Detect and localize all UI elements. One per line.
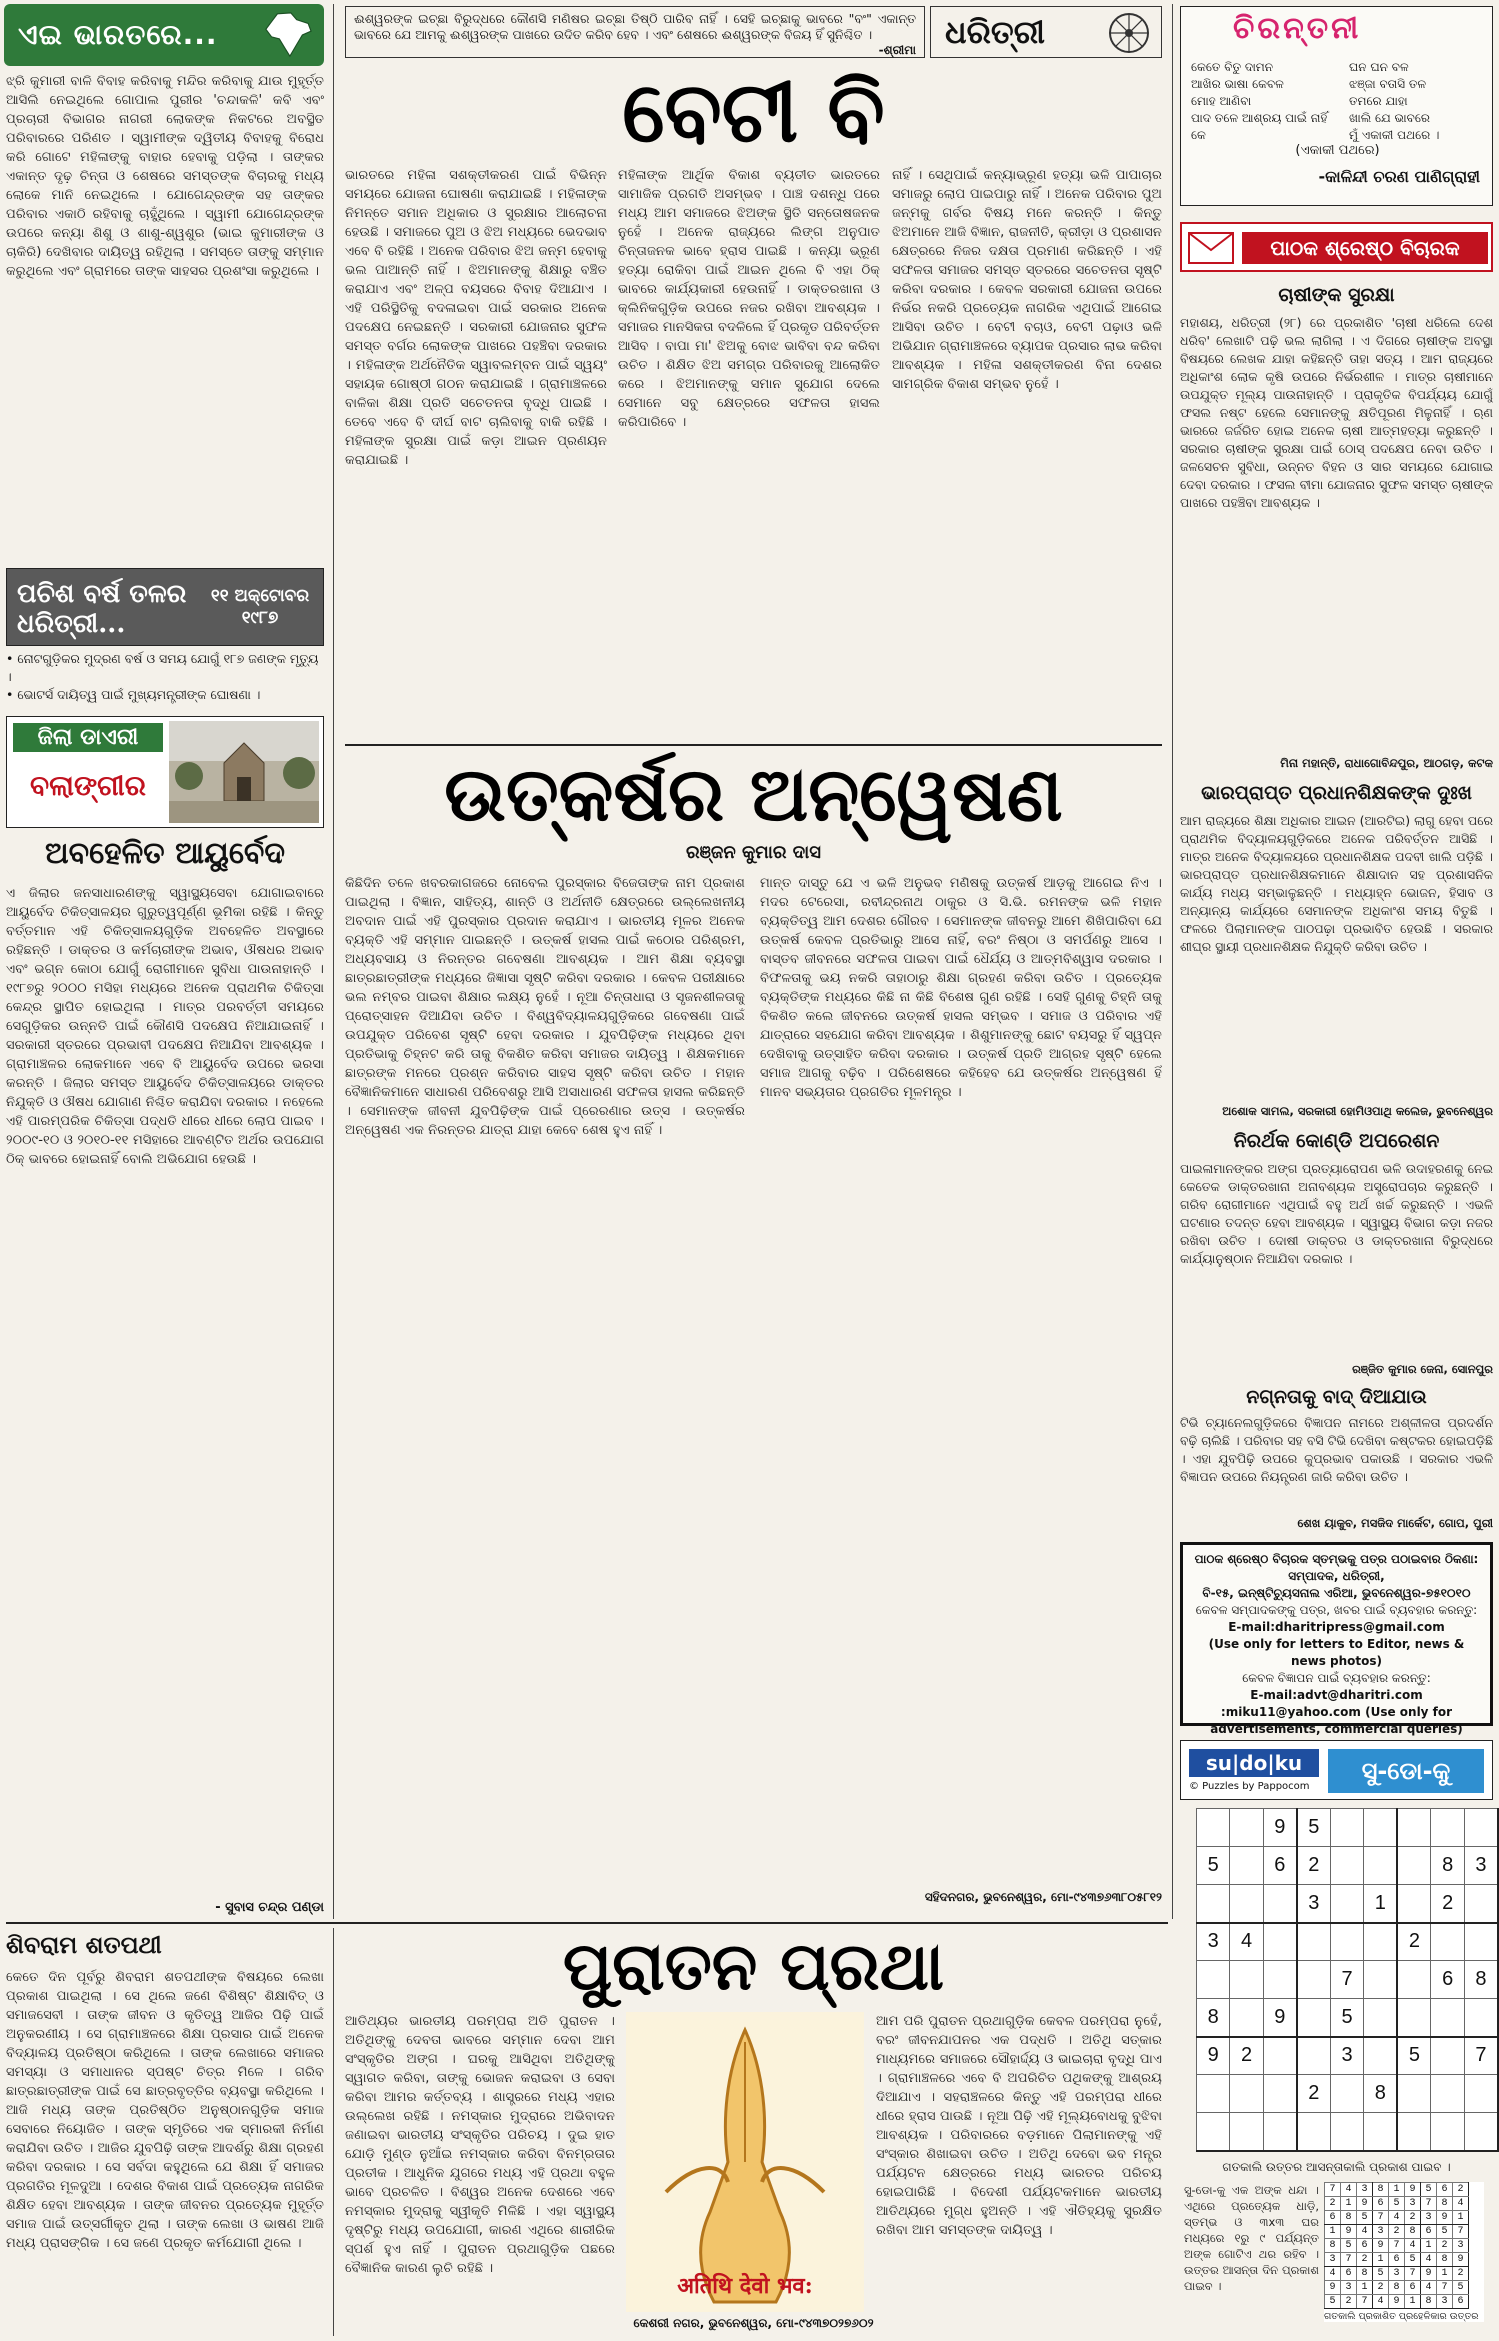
kidney-body: ପାଇଳାମାନଙ୍କର ଅଙ୍ଗ ପ୍ରତ୍ୟାରୋପଣ ଭଳି ଉଦାହରଣକୁ ନେଇ କେତେକ ଡାକ୍ତରଖାନା ଅନାବଶ୍ୟକ ଅସ୍ତ୍ରୋପଚାର କରୁଛନ୍ତି । ଗରିବ ରୋଗୀମାନେ ଏଥିପାଇଁ ବହୁ ଅର୍ଥ ଖର୍ଚ୍ଚ କରୁଛନ୍ତି । ଏଭଳି ଘଟଣାର ତଦନ୍ତ ହେବା ଆବଶ୍ୟକ । ସ୍ୱାସ୍ଥ୍ୟ ବିଭାଗ କଡ଼ା ନଜର ରଖିବା ଉଚିତ । ଦୋଷୀ ଡାକ୍ତର ଓ ଡାକ୍ତରଖାନା ବିରୁଦ୍ଧରେ କାର୍ଯ୍ୟାନୁଷ୍ଠାନ ନିଆଯିବା ଦରକାର । <box>1180 1161 1493 1266</box>
india-map-icon <box>258 10 316 60</box>
contact-line-3: ବି-୧୫, ଇନ୍‌ଷ୍ଟିଚ୍ୟୁସନାଲ ଏରିଆ, ଭୁବନେଶ୍ୱର-୭୫୧୦୧୦ <box>1202 1586 1471 1600</box>
solution-cell: 2 <box>1389 2225 1405 2239</box>
solution-cell: 1 <box>1357 2281 1373 2295</box>
beti-col-2: ମହିଳାଙ୍କ ଆର୍ଥିକ ବିକାଶ ବ୍ୟତୀତ ଭାରତରେ ସାମାଜିକ ପ୍ରଗତି ଅସମ୍ଭବ । ପାଞ୍ଚ ଦଶନ୍ଧି ପରେ ମଧ୍ୟ ଆମ ସମାଜରେ ଝିଅଙ୍କ ସ୍ଥିତି ସନ୍ତୋଷଜନକ ନୁହେଁ । ଅନେକ ରାଜ୍ୟରେ ଲିଙ୍ଗ ଅନୁପାତ ଚିନ୍ତାଜନକ ଭାବେ ହ୍ରାସ ପାଇଛି । କନ୍ୟା ଭ୍ରୂଣ ହତ୍ୟା ରୋକିବା ପାଇଁ ଆଇନ ଥିଲେ ବି ଏହା ଠିକ୍ ଭାବରେ କାର୍ଯ୍ୟକାରୀ ହେଉନାହିଁ । ଡାକ୍ତରଖାନା ଓ କ୍ଲିନିକଗୁଡ଼ିକ ଉପରେ ନଜର ରଖିବା ଆବଶ୍ୟକ । ସମାଜର ମାନସିକତା ବଦଳିଲେ ହିଁ ପ୍ରକୃତ ପରିବର୍ତ୍ତନ ଆସିବ । ବାପା ମା' ଝିଅକୁ ବୋଝ ଭାବିବା ବନ୍ଦ କରିବା ଉଚିତ । ଶିକ୍ଷିତ ଝିଅ ସମଗ୍ର ପରିବାରକୁ ଆଲୋକିତ କରେ । ଝିଅମାନଙ୍କୁ ସମାନ ସୁଯୋଗ ଦେଲେ ସେମାନେ ସବୁ କ୍ଷେତ୍ରରେ ସଫଳତା ହାସଲ କରିପାରିବେ । <box>618 168 880 430</box>
solution-cell: 1 <box>1405 2295 1421 2309</box>
sudoku-cell: 5 <box>1297 1809 1331 1847</box>
sudoku-cell <box>1263 2075 1297 2113</box>
sudoku-cell: 2 <box>1297 2075 1331 2113</box>
solution-row <box>1325 2239 1469 2253</box>
utkarsha-byline: ରଞ୍ଜନ କୁମାର ଦାସ <box>686 842 821 863</box>
sudoku-cell: 4 <box>1230 1923 1263 1961</box>
sudoku-cell <box>1397 1885 1431 1923</box>
farmers-signature: ମିନା ମହାନ୍ତି, ରାଧାଗୋବିନ୍ଦପୁର, ଆଠଗଡ଼, କଟକ <box>1280 756 1493 770</box>
solution-caption: ଗତକାଲି ପ୍ରକାଶିତ ପ୍ରହେଳିକାର ଉତ୍ତର <box>1324 2311 1479 2322</box>
solution-row <box>1325 2197 1469 2211</box>
contact-line-10: advertisements, commercial queries) <box>1210 1722 1463 1736</box>
beti-headline: ବେଟୀ ବି <box>622 62 885 161</box>
sudoku-note: ଗତକାଲି ଉତ୍ତର ଆସନ୍ତାକାଲି ପ୍ରକାଶ ପାଇବ । <box>1222 2160 1451 2174</box>
solution-cell: 9 <box>1405 2183 1421 2197</box>
solution-cell: 3 <box>1357 2183 1373 2197</box>
solution-cell: 9 <box>1341 2225 1357 2239</box>
sudoku-cell: 6 <box>1431 1961 1464 1999</box>
poem-right: ଘନ ଘନ ବଳ ଝଞ୍ଜା ବତାସି ତଳ ତମରେ ଯାହା ଖାଲି ଯେ ଭାବରେ ମୁଁ ଏକାକୀ ପଥରେ । <box>1349 60 1440 142</box>
ayurveda-headline: ଅବହେଳିତ ଆୟୁର୍ବେଦ <box>44 836 286 871</box>
sudoku-row <box>1197 1809 1499 1847</box>
solution-cell: 7 <box>1453 2225 1469 2239</box>
sudoku-row <box>1197 1847 1499 1885</box>
naga-body: ଟିଭି ଚ୍ୟାନେଲଗୁଡ଼ିକରେ ବିଜ୍ଞାପନ ନାମରେ ଅଶ୍ଳୀଳତା ପ୍ରଦର୍ଶନ ବଢ଼ି ଚାଲିଛି । ପରିବାର ସହ ବସି ଟିଭି ଦେଖିବା କଷ୍ଟକର ହୋଇପଡ଼ିଛି । ଏହା ଯୁବପିଢ଼ି ଉପରେ କୁପ୍ରଭାବ ପକାଉଛି । ସରକାର ଏଭଳି ବିଜ୍ଞାପନ ଉପରେ ନିୟନ୍ତ୍ରଣ ଜାରି କରିବା ଉଚିତ । <box>1180 1415 1493 1484</box>
sudoku-cell <box>1297 1961 1331 1999</box>
divider-bottom <box>6 1922 1168 1924</box>
sudoku-cell <box>1330 1809 1363 1847</box>
anniversary-title: ପଚିଶ ବର୍ଷ ତଳର ଧରିତ୍ରୀ... <box>17 579 187 639</box>
sudoku-cell: 8 <box>1364 2075 1398 2113</box>
solution-cell: 7 <box>1389 2239 1405 2253</box>
solution-row <box>1325 2225 1469 2239</box>
solution-cell: 2 <box>1437 2239 1453 2253</box>
diary-title: ଜିଲା ଡାଏରୀ <box>13 723 163 752</box>
sudoku-row <box>1197 1961 1499 1999</box>
utkarsha-col-1: କିଛିଦିନ ତଳେ ଖବରକାଗଜରେ ନୋବେଲ ପୁରସ୍କାର ବିଜେତାଙ୍କ ନାମ ପ୍ରକାଶ ପାଇଥିଲା । ବିଜ୍ଞାନ, ସାହିତ୍ୟ, ଶାନ୍ତି ଓ ଅର୍ଥନୀତି କ୍ଷେତ୍ରରେ ଉଲ୍ଲେଖନୀୟ ଅବଦାନ ପାଇଁ ଏହି ପୁରସ୍କାର ପ୍ରଦାନ କରାଯାଏ । ଭାରତୀୟ ମୂଳର ଅନେକ ବ୍ୟକ୍ତି ଏହି ସମ୍ମାନ ପାଇଛନ୍ତି । ଉତ୍କର୍ଷ ହାସଲ ପାଇଁ କଠୋର ପରିଶ୍ରମ, ଅଧ୍ୟବସାୟ ଓ ନିରନ୍ତର ଗବେଷଣା ଆବଶ୍ୟକ । ଆମ ଶିକ୍ଷା ବ୍ୟବସ୍ଥା ଛାତ୍ରଛାତ୍ରୀଙ୍କ ମଧ୍ୟରେ ଜିଜ୍ଞାସା ସୃଷ୍ଟି କରିବା ଦରକାର । କେବଳ ପରୀକ୍ଷାରେ ଭଲ ନମ୍ବର ପାଇବା ଶିକ୍ଷାର ଲକ୍ଷ୍ୟ ନୁହେଁ । ନୂଆ ଚିନ୍ତାଧାରା ଓ ସୃଜନଶୀଳତାକୁ ପ୍ରୋତ୍ସାହନ ଦିଆଯିବା ଉଚିତ । ବିଶ୍ୱବିଦ୍ୟାଳୟଗୁଡ଼ିକରେ ଗବେଷଣା ପାଇଁ ଉପଯୁକ୍ତ ପରିବେଶ ସୃଷ୍ଟି ହେବା ଦରକାର । ଯୁବପିଢ଼ିଙ୍କ ମଧ୍ୟରେ ଥିବା ପ୍ରତିଭାକୁ ଚିହ୍ନଟ କରି ତାକୁ ବିକଶିତ କରିବା ସମାଜର ଦାୟିତ୍ୱ । ଶିକ୍ଷକମାନେ ଛାତ୍ରଙ୍କ ମନରେ ପ୍ରଶ୍ନ କରିବାର ସାହସ ସୃଷ୍ଟି କରିବା ଉଚିତ । ମହାନ ବୈଜ୍ଞାନିକମାନେ ସାଧାରଣ ପରିବେଶରୁ ଆସି ଅସାଧାରଣ ସଫଳତା ହାସଲ କରିଛନ୍ତି । ସେମାନଙ୍କ ଜୀବନୀ ଯୁବପିଢ଼ିଙ୍କ ପାଇଁ ପ୍ରେରଣାର ଉତ୍ସ । ଉତ୍କର୍ଷର ଅନ୍ୱେଷଣ ଏକ ନିରନ୍ତର ଯାତ୍ରା ଯାହା କେବେ ଶେଷ ହୁଏ ନାହିଁ । <box>345 876 745 1138</box>
poem-author: -କାଳିନ୍ଦୀ ଚରଣ ପାଣିଗ୍ରାହୀ <box>1318 167 1480 186</box>
sudoku-cell: 3 <box>1464 1847 1498 1885</box>
solution-cell: 6 <box>1405 2281 1421 2295</box>
sudoku-cell <box>1197 2113 1230 2151</box>
solution-cell: 2 <box>1453 2267 1469 2281</box>
solution-cell: 1 <box>1373 2253 1389 2267</box>
namaste-illustration <box>626 2012 864 2312</box>
solution-cell: 6 <box>1389 2253 1405 2267</box>
solution-row <box>1325 2183 1469 2197</box>
sudoku-cell <box>1364 1809 1398 1847</box>
sudoku-cell <box>1330 1885 1363 1923</box>
solution-cell: 6 <box>1437 2183 1453 2197</box>
solution-cell: 8 <box>1325 2239 1341 2253</box>
solution-cell: 9 <box>1357 2197 1373 2211</box>
headmaster-signature: ଅଶୋକ ସାମଲ, ସରକାରୀ ହୋମିଓପାଥି କଲେଜ, ଭୁବନେଶ୍ୱର <box>1222 1104 1493 1118</box>
anniv-bullet-1: • ନୋଟଗୁଡ଼ିକର ମୁଦ୍ରଣ ବର୍ଷ ଓ ସମୟ ଯୋଗୁଁ ୧୮୭ ଜଣଙ୍କ ମୃତ୍ୟୁ । <box>6 651 319 684</box>
solution-cell: 8 <box>1373 2183 1389 2197</box>
solution-cell: 8 <box>1389 2281 1405 2295</box>
beti-col-3: ନାହିଁ । ସେଥିପାଇଁ କନ୍ୟାଭ୍ରୂଣ ହତ୍ୟା ଭଳି ପାପାଚାର ସମାଜରୁ ଲୋପ ପାଇପାରୁ ନାହିଁ । ଅନେକ ପରିବାର ପୁଅ ଜନ୍ମକୁ ଗର୍ବର ବିଷୟ ମନେ କରନ୍ତି । କିନ୍ତୁ ଝିଅମାନେ ଆଜି ବିଜ୍ଞାନ, ରାଜନୀତି, କ୍ରୀଡ଼ା ଓ ପ୍ରଶାସନ କ୍ଷେତ୍ରରେ ନିଜର ଦକ୍ଷତା ପ୍ରମାଣ କରିଛନ୍ତି । ଏହି ସଫଳତା ସମାଜର ସମସ୍ତ ସ୍ତରରେ ସଚେତନତା ସୃଷ୍ଟି କରିବା ଦରକାର । କେବଳ ସରକାରୀ ଯୋଜନା ଉପରେ ନିର୍ଭର ନକରି ପ୍ରତ୍ୟେକ ନାଗରିକ ଏଥିପାଇଁ ଆଗେଇ ଆସିବା ଉଚିତ । ବେଟୀ ବଚାଓ, ବେଟୀ ପଢ଼ାଓ ଭଳି ଅଭିଯାନ ଗ୍ରାମାଞ୍ଚଳରେ ବ୍ୟାପକ ପ୍ରସାର ଲାଭ କରିବା ଆବଶ୍ୟକ । ମହିଳା ସଶକ୍ତୀକରଣ ବିନା ଦେଶର ସାମଗ୍ରିକ ବିକାଶ ସମ୍ଭବ ନୁହେଁ । <box>892 168 1162 392</box>
sudoku-cell: 7 <box>1330 1961 1363 1999</box>
sudoku-cell <box>1230 2113 1263 2151</box>
sudoku-cell <box>1263 2113 1297 2151</box>
chiranatani-box <box>1180 6 1493 206</box>
divider-left <box>333 4 334 1919</box>
sudoku-credit: © Puzzles by Pappocom <box>1189 1781 1310 1792</box>
solution-cell: 7 <box>1325 2183 1341 2197</box>
sudoku-cell <box>1330 2113 1363 2151</box>
solution-cell: 6 <box>1421 2225 1437 2239</box>
sudoku-cell <box>1464 2075 1498 2113</box>
solution-cell: 4 <box>1325 2267 1341 2281</box>
shivaram-title: ଶିବରାମ ଶତପଥୀ <box>6 1930 162 1959</box>
sudoku-cell: 3 <box>1297 1885 1331 1923</box>
sudoku-cell: 6 <box>1263 1847 1297 1885</box>
beti-col-1: ଭାରତରେ ମହିଳା ସଶକ୍ତୀକରଣ ପାଇଁ ବିଭିନ୍ନ ସମୟରେ ଯୋଜନା ଘୋଷଣା କରାଯାଇଛି । ମହିଳାଙ୍କ ନିମନ୍ତେ ସମାନ ଅଧିକାର ଓ ସୁରକ୍ଷାର ଆଲୋଚନା ହେଉଛି । ସମାଜରେ ପୁଅ ଓ ଝିଅ ମଧ୍ୟରେ ଭେଦଭାବ ଏବେ ବି ରହିଛି । ଅନେକ ପରିବାର ଝିଅ ଜନ୍ମ ହେବାକୁ ଭଲ ପାଆନ୍ତି ନାହିଁ । ଝିଅମାନଙ୍କୁ ଶିକ୍ଷାରୁ ବଞ୍ଚିତ କରାଯାଏ ଏବଂ ଅଳ୍ପ ବୟସରେ ବିବାହ ଦିଆଯାଏ । ଏହି ପରିସ୍ଥିତିକୁ ବଦଳାଇବା ପାଇଁ ସରକାର ଅନେକ ପଦକ୍ଷେପ ନେଇଛନ୍ତି । ସରକାରୀ ଯୋଜନାର ସୁଫଳ ସମସ୍ତ ବର୍ଗର ଲୋକଙ୍କ ପାଖରେ ପହଞ୍ଚିବା ଦରକାର । ମହିଳାଙ୍କ ଅର୍ଥନୈତିକ ସ୍ୱାବଲମ୍ବନ ପାଇଁ ସ୍ୱୟଂ ସହାୟକ ଗୋଷ୍ଠୀ ଗଠନ କରାଯାଇଛି । ଗ୍ରାମାଞ୍ଚଳରେ ବାଳିକା ଶିକ୍ଷା ପ୍ରତି ସଚେତନତା ବୃଦ୍ଧି ପାଇଛି । ତେବେ ଏବେ ବି ଦୀର୍ଘ ବାଟ ଚାଲିବାକୁ ବାକି ରହିଛି । ମହିଳାଙ୍କ ସୁରକ୍ଷା ପାଇଁ କଡ଼ା ଆଇନ ପ୍ରଣୟନ କରାଯାଇଛି । <box>345 168 607 468</box>
sudoku-grid <box>1196 1808 1499 2152</box>
sudoku-cell <box>1464 2113 1498 2151</box>
sudoku-cell <box>1230 1885 1263 1923</box>
divider-right <box>1172 4 1173 1919</box>
solution-cell: 2 <box>1453 2183 1469 2197</box>
divider-beti <box>345 744 1162 746</box>
district-diary-box <box>6 716 324 828</box>
solution-cell: 6 <box>1341 2267 1357 2281</box>
naga-title: ନଗ୍ନତାକୁ ବାଦ୍ ଦିଆଯାଉ <box>1246 1386 1427 1408</box>
solution-cell: 4 <box>1405 2239 1421 2253</box>
banner-title: ଏଇ ଭାରତରେ... <box>18 18 218 51</box>
sudoku-cell: 3 <box>1330 2037 1363 2075</box>
solution-cell: 8 <box>1357 2267 1373 2281</box>
logo-text: ଧରିତ୍ରୀ <box>945 13 1045 51</box>
contact-line-6: (Use only for letters to Editor, news & news photos) <box>1208 1637 1465 1668</box>
poem-source: (ଏକାକୀ ପଥରେ) <box>1295 143 1380 158</box>
solution-cell: 4 <box>1373 2295 1389 2309</box>
solution-cell: 7 <box>1437 2281 1453 2295</box>
sudoku-logo: su|do|ku <box>1189 1749 1319 1777</box>
solution-cell: 5 <box>1405 2253 1421 2267</box>
sudoku-cell: 7 <box>1464 2037 1498 2075</box>
contact-line-2: ସମ୍ପାଦକ, ଧରିତ୍ରୀ, <box>1288 1569 1385 1583</box>
headmaster-title: ଭାରପ୍ରାପ୍ତ ପ୍ରଧାନଶିକ୍ଷକଙ୍କ ଦୁଃଖ <box>1201 782 1472 804</box>
sudoku-cell: 9 <box>1263 1809 1297 1847</box>
solution-cell: 7 <box>1373 2211 1389 2225</box>
sudoku-cell <box>1263 2037 1297 2075</box>
solution-cell: 1 <box>1341 2197 1357 2211</box>
anniversary-badge: ୧୧ ଅକ୍ଟୋବର ୧୯୮୭ <box>210 586 310 628</box>
sudoku-cell <box>1397 2075 1431 2113</box>
sudoku-cell <box>1431 1923 1464 1961</box>
solution-cell: 5 <box>1373 2267 1389 2281</box>
sudoku-cell <box>1330 1923 1363 1961</box>
solution-cell: 3 <box>1373 2225 1389 2239</box>
sudoku-cell <box>1464 1999 1498 2037</box>
sudoku-cell <box>1297 1999 1331 2037</box>
kidney-signature: ରଞ୍ଜିତ କୁମାର ଜେନା, ସୋନପୁର <box>1352 1362 1493 1376</box>
solution-cell: 1 <box>1437 2267 1453 2281</box>
puratana-col-2: ଆମ ପରି ପୁରାତନ ପ୍ରଥାଗୁଡ଼ିକ କେବଳ ପରମ୍ପରା ନୁହେଁ, ବରଂ ଜୀବନଯାପନର ଏକ ପଦ୍ଧତି । ଅତିଥି ସତ୍କାର ମାଧ୍ୟମରେ ସମାଜରେ ସୌହାର୍ଦ୍ଦ୍ୟ ଓ ଭାଇଚାରା ବୃଦ୍ଧି ପାଏ । ଗ୍ରାମାଞ୍ଚଳରେ ଏବେ ବି ଅପରିଚିତ ପଥିକଙ୍କୁ ଆଶ୍ରୟ ଦିଆଯାଏ । ସହରାଞ୍ଚଳରେ କିନ୍ତୁ ଏହି ପରମ୍ପରା ଧୀରେ ଧୀରେ ହ୍ରାସ ପାଉଛି । ନୂଆ ପିଢ଼ି ଏହି ମୂଲ୍ୟବୋଧକୁ ବୁଝିବା ଆବଶ୍ୟକ । ପରିବାରରେ ବଡ଼ମାନେ ପିଲାମାନଙ୍କୁ ଏହି ସଂସ୍କାର ଶିଖାଇବା ଉଚିତ । ଅତିଥି ଦେବୋ ଭବ ମନ୍ତ୍ର ପର୍ଯ୍ୟଟନ କ୍ଷେତ୍ରରେ ମଧ୍ୟ ଭାରତର ପରିଚୟ ହୋଇପାରିଛି । ବିଦେଶୀ ପର୍ଯ୍ୟଟକମାନେ ଭାରତୀୟ ଆତିଥ୍ୟରେ ମୁଗ୍ଧ ହୁଅନ୍ତି । ଏହି ଐତିହ୍ୟକୁ ସୁରକ୍ଷିତ ରଖିବା ଆମ ସମସ୍ତଙ୍କ ଦାୟିତ୍ୱ । <box>876 2014 1162 2238</box>
sudoku-cell: 5 <box>1397 2037 1431 2075</box>
solution-cell: 4 <box>1389 2211 1405 2225</box>
sudoku-cell: 5 <box>1197 1847 1230 1885</box>
ayurveda-body: ଏ ଜିଲାର ଜନସାଧାରଣଙ୍କୁ ସ୍ୱାସ୍ଥ୍ୟସେବା ଯୋଗାଇବାରେ ଆୟୁର୍ବେଦ ଚିକିତ୍ସାଳୟର ଗୁରୁତ୍ୱପୂର୍ଣ୍ଣ ଭୂମିକା ରହିଛି । କିନ୍ତୁ ବର୍ତ୍ତମାନ ଏହି ଚିକିତ୍ସାଳୟଗୁଡ଼ିକ ଅବହେଳିତ ଅବସ୍ଥାରେ ରହିଛନ୍ତି । ଡାକ୍ତର ଓ କର୍ମଚାରୀଙ୍କ ଅଭାବ, ଔଷଧର ଅଭାବ ଏବଂ ଭଗ୍ନ କୋଠା ଯୋଗୁଁ ରୋଗୀମାନେ ସୁବିଧା ପାଉନାହାନ୍ତି । ୧୯୮୭ରୁ ୨୦୦୦ ମସିହା ମଧ୍ୟରେ ଅନେକ ପ୍ରାଥମିକ ଚିକିତ୍ସା କେନ୍ଦ୍ର ସ୍ଥାପିତ ହୋଇଥିଲା । ମାତ୍ର ପରବର୍ତ୍ତୀ ସମୟରେ ସେଗୁଡ଼ିକର ଉନ୍ନତି ପାଇଁ କୌଣସି ପଦକ୍ଷେପ ନିଆଯାଇନାହିଁ । ସରକାରୀ ସ୍ତରରେ ପ୍ରଭାବୀ ପଦକ୍ଷେପ ନିଆଯିବା ଆବଶ୍ୟକ । ଗ୍ରାମାଞ୍ଚଳର ଲୋକମାନେ ଏବେ ବି ଆୟୁର୍ବେଦ ଉପରେ ଭରସା କରନ୍ତି । ଜିଲାର ସମସ୍ତ ଆୟୁର୍ବେଦ ଚିକିତ୍ସାଳୟରେ ଡାକ୍ତର ନିଯୁକ୍ତି ଓ ଔଷଧ ଯୋଗାଣ ନିଶ୍ଚିତ କରାଯିବା ଦରକାର । ନହେଲେ ଏହି ପାରମ୍ପରିକ ଚିକିତ୍ସା ପଦ୍ଧତି ଧୀରେ ଧୀରେ ଲୋପ ପାଇବ । ୨୦୦୯-୧୦ ଓ ୨୦୧୦-୧୧ ମସିହାରେ ଆବଣ୍ଟିତ ଅର୍ଥର ଉପଯୋଗ ଠିକ୍ ଭାବରେ ହୋଇନାହିଁ ବୋଲି ଅଭିଯୋଗ ହେଉଛି । <box>6 886 324 1167</box>
sudoku-cell: 9 <box>1263 1999 1297 2037</box>
solution-cell: 9 <box>1437 2211 1453 2225</box>
sudoku-solution-grid <box>1324 2182 1469 2309</box>
sudoku-rules: ସୁ-ଡୋ-କୁ ଏକ ଅଙ୍କ ଧନ୍ଦା । ଏଥିରେ ପ୍ରତ୍ୟେକ ଧାଡ଼ି, ସ୍ତମ୍ଭ ଓ ୩x୩ ଘର ମଧ୍ୟରେ ୧ରୁ ୯ ପର୍ଯ୍ୟନ୍ତ ଅଙ୍କ ଗୋଟିଏ ଥର ରହିବ । ଉତ୍ତର ଆସନ୍ତା ଦିନ ପ୍ରକାଶ ପାଇବ । <box>1184 2183 1319 2293</box>
sudoku-logo-odia: ସୁ-ଡୋ-କୁ <box>1328 1749 1484 1793</box>
solution-cell: 3 <box>1341 2281 1357 2295</box>
solution-cell: 4 <box>1421 2253 1437 2267</box>
contact-email-yahoo[interactable]: :miku11@yahoo.com (Use only for <box>1220 1705 1453 1719</box>
solution-cell: 7 <box>1421 2197 1437 2211</box>
solution-cell: 9 <box>1389 2295 1405 2309</box>
sudoku-cell <box>1431 1809 1464 1847</box>
solution-row <box>1325 2211 1469 2225</box>
solution-cell: 6 <box>1325 2211 1341 2225</box>
sudoku-cell: 8 <box>1197 1999 1230 2037</box>
anniversary-box <box>6 568 324 646</box>
naga-signature: ଶେଖ ୟାକୁବ, ମସଜିଦ ମାର୍କେଟ, ଗୋପ, ପୁରୀ <box>1297 1516 1493 1530</box>
solution-cell: 3 <box>1437 2295 1453 2309</box>
sudoku-cell: 8 <box>1464 1961 1498 1999</box>
solution-cell: 2 <box>1325 2197 1341 2211</box>
sudoku-cell <box>1364 1999 1398 2037</box>
sudoku-row <box>1197 2075 1499 2113</box>
letters-header-title: ପାଠକ ଶ୍ରେଷ୍ଠ ବିଚାରକ <box>1242 232 1488 264</box>
solution-cell: 2 <box>1357 2253 1373 2267</box>
diary-district: ବଲାଙ୍ଗୀର <box>30 769 146 802</box>
sudoku-solution-wrap <box>1324 2182 1484 2322</box>
sudoku-cell <box>1431 2075 1464 2113</box>
solution-cell: 2 <box>1405 2211 1421 2225</box>
sudoku-cell <box>1364 1847 1398 1885</box>
solution-cell: 4 <box>1421 2281 1437 2295</box>
sudoku-cell <box>1330 2075 1363 2113</box>
sudoku-cell <box>1431 1999 1464 2037</box>
utkarsha-col-2: ମାନ୍ତ ଦାସ୍ତୁ ଯେ ଏ ଭଳି ଅନୁଭବ ମଣିଷକୁ ଉତ୍କର୍ଷ ଆଡ଼କୁ ଆଗେଇ ନିଏ । ମଦର ଟେରେସା, ରବୀନ୍ଦ୍ରନାଥ ଠାକୁର ଓ ସି.ଭି. ରମନଙ୍କ ଭଳି ମହାନ ବ୍ୟକ୍ତିତ୍ୱ ଆମ ଦେଶର ଗୌରବ । ସେମାନଙ୍କ ଜୀବନରୁ ଆମେ ଶିଖିପାରିବା ଯେ ଉତ୍କର୍ଷ କେବଳ ପ୍ରତିଭାରୁ ଆସେ ନାହିଁ, ବରଂ ନିଷ୍ଠା ଓ ସମର୍ପଣରୁ ଆସେ । ବାସ୍ତବ ଜୀବନରେ ସଫଳତା ପାଇବା ପାଇଁ ଧୈର୍ଯ୍ୟ ଓ ଆତ୍ମବିଶ୍ୱାସ ଦରକାର । ବିଫଳତାକୁ ଭୟ ନକରି ତାହାଠାରୁ ଶିକ୍ଷା ଗ୍ରହଣ କରିବା ଉଚିତ । ପ୍ରତ୍ୟେକ ବ୍ୟକ୍ତିଙ୍କ ମଧ୍ୟରେ କିଛି ନା କିଛି ବିଶେଷ ଗୁଣ ରହିଛି । ସେହି ଗୁଣକୁ ଚିହ୍ନି ତାକୁ ବିକଶିତ କଲେ ଜୀବନରେ ଉତ୍କର୍ଷ ହାସଲ ସମ୍ଭବ । ସମାଜ ଓ ପରିବାର ଏହି ଯାତ୍ରାରେ ସହଯୋଗ କରିବା ଆବଶ୍ୟକ । ଶିଶୁମାନଙ୍କୁ ଛୋଟ ବୟସରୁ ହିଁ ସ୍ୱପ୍ନ ଦେଖିବାକୁ ଉତ୍ସାହିତ କରିବା ଦରକାର । ଉତ୍କର୍ଷ ପ୍ରତି ଆଗ୍ରହ ସୃଷ୍ଟି ହେଲେ ସମାଜ ଆଗକୁ ବଢ଼ିବ । ପରିଶେଷରେ କହିହେବ ଯେ ଉତ୍କର୍ଷର ଅନ୍ୱେଷଣ ହିଁ ମାନବ ସଭ୍ୟତାର ପ୍ରଗତିର ମୂଳମନ୍ତ୍ର । <box>760 876 1162 1100</box>
solution-cell: 8 <box>1405 2225 1421 2239</box>
solution-cell: 7 <box>1357 2295 1373 2309</box>
solution-row <box>1325 2295 1469 2309</box>
sudoku-row <box>1197 1999 1499 2037</box>
solution-cell: 8 <box>1421 2295 1437 2309</box>
puratana-address: କେଶରୀ ନଗର, ଭୁବନେଶ୍ୱର, ମୋ-୯୪୩୭୦୨୭୬୦୨ <box>633 2316 874 2330</box>
top-story-text: ଝ୍ରି କୁମାରୀ ବାଳି ବିବାହ କରିବାକୁ ମନ୍ଦିର କରିବାକୁ ଯାଉ ମୁହୂର୍ତ୍ତ ଆସିଲି ନେଇଥିଲେ ଗୋପାଲ ପୁରୀର 'ଚନ୍ଦାକଳି' କବି ଏବଂ ପ୍ରଚାରୀ ବିଭାଗର ନାଗରୀ ଲୋକଙ୍କ ନିକଟରେ ଅବସ୍ଥିତ ପରିବାରରେ ପରିଣତ । ସ୍ୱାମୀଙ୍କ ଦ୍ୱିତୀୟ ବିବାହକୁ ବିରୋଧ କରି ଗୋଟେ ମହିଳାଙ୍କୁ ବାହାର ହେବାକୁ ପଡ଼ିଲା । ତାଙ୍କର ଏକାନ୍ତ ଦୃଢ଼ ଚିନ୍ତା ଓ ଶେଷରେ ସମସ୍ତଙ୍କ ବିଚାରକୁ ମଧ୍ୟ ଲୋକେ ମାନି ନେଇଥିଲେ । ଯୋଗେନ୍ଦ୍ରଙ୍କ ସହ ତାଙ୍କର ପରିବାର ଏକାଠି ରହିବାକୁ ଚାହୁଁଥିଲେ । ସ୍ୱାମୀ ଯୋଗେନ୍ଦ୍ରଙ୍କ ଉପରେ କନ୍ୟା ଶିଶୁ ଓ ଶାଶୁ-ଶ୍ୱଶୁର (ଭାଇ କୁମାରୀଙ୍କ ଓ ଚାକିରି) ଦେଖିବାର ଦାୟିତ୍ୱ ରହିଥିଲା । ସମସ୍ତେ ତାଙ୍କୁ ସମ୍ମାନ କରୁଥିଲେ ଏବଂ ଗ୍ରାମରେ ତାଙ୍କ ସାହସର ପ୍ରଶଂସା କରୁଥିଲେ । <box>6 74 324 279</box>
solution-cell: 3 <box>1325 2253 1341 2267</box>
contact-line-7: କେବଳ ବିଜ୍ଞାପନ ପାଇଁ ବ୍ୟବହାର କରନ୍ତୁ: <box>1242 1671 1431 1685</box>
solution-cell: 3 <box>1389 2267 1405 2281</box>
solution-cell: 4 <box>1357 2225 1373 2239</box>
sudoku-row <box>1197 1885 1499 1923</box>
sudoku-cell <box>1397 2113 1431 2151</box>
solution-row <box>1325 2281 1469 2295</box>
sudoku-cell <box>1397 1847 1431 1885</box>
contact-line-1: ପାଠକ ଶ୍ରେଷ୍ଠ ବିଚାରକ ସ୍ତମ୍ଭକୁ ପତ୍ର ପଠାଇବାର ଠିକଣା: <box>1194 1552 1479 1566</box>
solution-cell: 1 <box>1453 2211 1469 2225</box>
solution-cell: 5 <box>1437 2225 1453 2239</box>
solution-cell: 9 <box>1453 2253 1469 2267</box>
sudoku-row <box>1197 1923 1499 1961</box>
puratana-col-1: ଆତିଥ୍ୟର ଭାରତୀୟ ପରମ୍ପରା ଅତି ପୁରାତନ । ଅତିଥିଙ୍କୁ ଦେବତା ଭାବରେ ସମ୍ମାନ ଦେବା ଆମ ସଂସ୍କୃତିର ଅଙ୍ଗ । ଘରକୁ ଆସିଥିବା ଅତିଥିଙ୍କୁ ସ୍ୱାଗତ କରିବା, ତାଙ୍କୁ ଭୋଜନ କରାଇବା ଓ ସେବା କରିବା ଆମର କର୍ତ୍ତବ୍ୟ । ଶାସ୍ତ୍ରରେ ମଧ୍ୟ ଏହାର ଉଲ୍ଲେଖ ରହିଛି । ନମସ୍କାର ମୁଦ୍ରାରେ ଅଭିବାଦନ ଜଣାଇବା ଭାରତୀୟ ସଂସ୍କୃତିର ପରିଚୟ । ଦୁଇ ହାତ ଯୋଡ଼ି ମୁଣ୍ଡ ନୁଆଁଇ ନମସ୍କାର କରିବା ବିନମ୍ରତାର ପ୍ରତୀକ । ଆଧୁନିକ ଯୁଗରେ ମଧ୍ୟ ଏହି ପ୍ରଥା ବହୁଳ ଭାବେ ପ୍ରଚଳିତ । ବିଶ୍ୱର ଅନେକ ଦେଶରେ ଏବେ ନମସ୍କାର ମୁଦ୍ରାକୁ ସ୍ୱୀକୃତି ମିଳିଛି । ଏହା ସ୍ୱାସ୍ଥ୍ୟ ଦୃଷ୍ଟିରୁ ମଧ୍ୟ ଉପଯୋଗୀ, କାରଣ ଏଥିରେ ଶାରୀରିକ ସ୍ପର୍ଶ ହୁଏ ନାହିଁ । ପୁରାତନ ପ୍ରଥାଗୁଡ଼ିକ ପଛରେ ବୈଜ୍ଞାନିକ କାରଣ ଲୁଚି ରହିଛି । <box>345 2014 615 2276</box>
farmers-body: ମହାଶୟ, ଧରିତ୍ରୀ (୨୮) ରେ ପ୍ରକାଶିତ 'ଚାଷୀ ଧରିଲେ ଦେଶ ଧରିବ' ଲେଖାଟି ପଢ଼ି ଭଲ ଲାଗିଲା । ଏ ଦିଗରେ ଚାଷୀଙ୍କ ଅବସ୍ଥା ବିଷୟରେ ଲେଖକ ଯାହା କହିଛନ୍ତି ତାହା ସତ୍ୟ । ଆମ ରାଜ୍ୟରେ ଅଧିକାଂଶ ଲୋକ କୃଷି ଉପରେ ନିର୍ଭରଶୀଳ । ମାତ୍ର ଚାଷୀମାନେ ଉପଯୁକ୍ତ ମୂଲ୍ୟ ପାଉନାହାନ୍ତି । ପ୍ରାକୃତିକ ବିପର୍ଯ୍ୟୟ ଯୋଗୁଁ ଫସଲ ନଷ୍ଟ ହେଲେ ସେମାନଙ୍କୁ କ୍ଷତିପୂରଣ ମିଳୁନାହିଁ । ଋଣ ଭାରରେ ଜର୍ଜରିତ ହୋଇ ଅନେକ ଚାଷୀ ଆତ୍ମହତ୍ୟା କରୁଛନ୍ତି । ସରକାର ଚାଷୀଙ୍କ ସୁରକ୍ଷା ପାଇଁ ଠୋସ୍ ପଦକ୍ଷେପ ନେବା ଉଚିତ । ଜଳସେଚନ ସୁବିଧା, ଉନ୍ନତ ବିହନ ଓ ସାର ସମୟରେ ଯୋଗାଇ ଦେବା ଦରକାର । ଫସଲ ବୀମା ଯୋଜନାର ସୁଫଳ ସମସ୍ତ ଚାଷୀଙ୍କ ପାଖରେ ପହଞ୍ଚିବା ଆବଶ୍ୟକ । <box>1180 315 1493 510</box>
anniv-bullet-2: • ଭୋଟର୍ସ ଦାୟିତ୍ୱ ପାଇଁ ମୁଖ୍ୟମନ୍ତ୍ରୀଙ୍କ ଘୋଷଣା । <box>6 687 261 702</box>
solution-cell: 6 <box>1357 2239 1373 2253</box>
quote-text: ଈଶ୍ୱରଙ୍କ ଇଚ୍ଛା ବିରୁଦ୍ଧରେ କୌଣସି ମଣିଷର ଇଚ୍ଛା ତିଷ୍ଠି ପାରିବ ନାହିଁ । ସେହି ଇଚ୍ଛାକୁ ଭାବରେ "ବଂ" ଏକାନ୍ତ ଭାବରେ ଯେ ଆମକୁ ଈଶ୍ୱରଙ୍କ ପାଖରେ ଉଦିତ କରିବ ହେବ । ଏବଂ ଶେଷରେ ଈଶ୍ୱରଙ୍କ ବିଜୟ ହିଁ ସୁନିଶ୍ଚିତ । <box>354 11 916 42</box>
contact-email-advt[interactable]: E-mail:advt@dharitri.com <box>1250 1688 1423 1702</box>
sudoku-cell <box>1263 1885 1297 1923</box>
sudoku-cell <box>1297 2113 1331 2151</box>
sudoku-cell: 2 <box>1397 1923 1431 1961</box>
wheel-icon <box>1107 11 1151 55</box>
solution-cell: 1 <box>1421 2239 1437 2253</box>
solution-cell: 8 <box>1437 2197 1453 2211</box>
puratana-headline: ପୁରାତନ ପ୍ରଥା <box>562 1927 945 2005</box>
contact-line-4: କେବଳ ସମ୍ପାଦକଙ୍କୁ ପତ୍ର, ଖବର ପାଇଁ ବ୍ୟବହାର କରନ୍ତୁ: <box>1195 1603 1478 1617</box>
sudoku-cell: 2 <box>1431 1885 1464 1923</box>
solution-cell: 6 <box>1373 2197 1389 2211</box>
sudoku-cell <box>1230 1809 1263 1847</box>
chiranatani-title: ଚିରନ୍ତନୀ <box>1233 11 1362 46</box>
sudoku-cell <box>1431 2037 1464 2075</box>
solution-cell: 4 <box>1341 2183 1357 2197</box>
sudoku-cell <box>1364 2037 1398 2075</box>
poem-left: କେତେ ବିତୁ ଦାମନ ଆଖିର ଭାଷା କେବଳ ମୋହ ଆଣିବା ପାଦ ତଳେ ଆଶ୍ରୟ ପାଇଁ ନାହିଁ କେ <box>1191 60 1328 142</box>
sudoku-cell <box>1364 1923 1398 1961</box>
sudoku-row <box>1197 2037 1499 2075</box>
solution-cell: 1 <box>1325 2225 1341 2239</box>
contact-box <box>1180 1542 1493 1736</box>
sudoku-cell <box>1297 2037 1331 2075</box>
sudoku-cell <box>1431 2113 1464 2151</box>
envelope-icon <box>1188 232 1234 264</box>
sudoku-cell <box>1263 1923 1297 1961</box>
solution-cell: 8 <box>1437 2253 1453 2267</box>
solution-cell: 8 <box>1341 2211 1357 2225</box>
solution-cell: 3 <box>1453 2239 1469 2253</box>
kidney-title: ନିରର୍ଥକ କୋଣ୍ଡି ଅପରେଶନ <box>1233 1130 1440 1152</box>
sudoku-cell <box>1230 1961 1263 1999</box>
sudoku-cell <box>1364 1961 1398 1999</box>
temple-photo <box>169 721 319 823</box>
sudoku-cell: 9 <box>1197 2037 1230 2075</box>
sudoku-cell <box>1397 1809 1431 1847</box>
sudoku-cell <box>1330 1847 1363 1885</box>
sudoku-cell <box>1397 1999 1431 2037</box>
sudoku-header <box>1180 1740 1493 1800</box>
solution-row <box>1325 2253 1469 2267</box>
solution-cell: 7 <box>1405 2267 1421 2281</box>
anniversary-bullets <box>6 650 324 704</box>
dharitri-logo <box>930 6 1162 58</box>
solution-cell: 2 <box>1373 2281 1389 2295</box>
quote-box <box>345 6 925 58</box>
sudoku-cell <box>1197 1885 1230 1923</box>
sudoku-cell <box>1364 2113 1398 2151</box>
solution-cell: 9 <box>1421 2267 1437 2281</box>
divider-bottom-left <box>333 1928 334 2336</box>
sudoku-cell: 3 <box>1197 1923 1230 1961</box>
banner-ei-bharatare <box>4 4 324 66</box>
shivaram-body: କେତେ ଦିନ ପୂର୍ବରୁ ଶିବରାମ ଶତପଥୀଙ୍କ ବିଷୟରେ ଲେଖା ପ୍ରକାଶ ପାଇଥିଲା । ସେ ଥିଲେ ଜଣେ ବିଶିଷ୍ଟ ଶିକ୍ଷାବିତ୍ ଓ ସମାଜସେବୀ । ତାଙ୍କ ଜୀବନ ଓ କୃତିତ୍ୱ ଆଜିର ପିଢ଼ି ପାଇଁ ଅନୁକରଣୀୟ । ସେ ଗ୍ରାମାଞ୍ଚଳରେ ଶିକ୍ଷା ପ୍ରସାର ପାଇଁ ଅନେକ ବିଦ୍ୟାଳୟ ପ୍ରତିଷ୍ଠା କରିଥିଲେ । ତାଙ୍କ ଲେଖାରେ ସମାଜର ସମସ୍ୟା ଓ ସମାଧାନର ସ୍ପଷ୍ଟ ଚିତ୍ର ମିଳେ । ଗରିବ ଛାତ୍ରଛାତ୍ରୀଙ୍କ ପାଇଁ ସେ ଛାତ୍ରବୃତ୍ତିର ବ୍ୟବସ୍ଥା କରିଥିଲେ । ଆଜି ମଧ୍ୟ ତାଙ୍କ ପ୍ରତିଷ୍ଠିତ ଅନୁଷ୍ଠାନଗୁଡ଼ିକ ସମାଜ ସେବାରେ ନିୟୋଜିତ । ତାଙ୍କ ସ୍ମୃତିରେ ଏକ ସ୍ମାରକୀ ନିର୍ମାଣ କରାଯିବା ଉଚିତ । ଆଜିର ଯୁବପିଢ଼ି ତାଙ୍କ ଆଦର୍ଶରୁ ଶିକ୍ଷା ଗ୍ରହଣ କରିବା ଦରକାର । ସେ ସର୍ବଦା କହୁଥିଲେ ଯେ ଶିକ୍ଷା ହିଁ ସମାଜର ପ୍ରଗତିର ମୂଳଦୁଆ । ଦେଶର ବିକାଶ ପାଇଁ ପ୍ରତ୍ୟେକ ନାଗରିକ ଶିକ୍ଷିତ ହେବା ଆବଶ୍ୟକ । ତାଙ୍କ ଜୀବନର ପ୍ରତ୍ୟେକ ମୁହୂର୍ତ୍ତ ସମାଜ ପାଇଁ ଉତ୍ସର୍ଗୀକୃତ ଥିଲା । ତାଙ୍କ ଲେଖା ଓ ଭାଷଣ ଆଜି ମଧ୍ୟ ପ୍ରାସଙ୍ଗିକ । ସେ ଜଣେ ପ୍ରକୃତ କର୍ମଯୋଗୀ ଥିଲେ । <box>6 1970 324 2251</box>
solution-cell: 9 <box>1373 2239 1389 2253</box>
solution-cell: 3 <box>1405 2197 1421 2211</box>
ayurveda-signature: - ସୁବାସ ଚନ୍ଦ୍ର ପଣ୍ଡା <box>215 1900 324 1915</box>
letters-header <box>1180 222 1493 272</box>
sudoku-cell <box>1464 1923 1498 1961</box>
sudoku-cell <box>1197 1961 1230 1999</box>
quote-author: -ଶ୍ରୀମା <box>878 43 916 57</box>
sudoku-cell: 2 <box>1297 1847 1331 1885</box>
headmaster-body: ଆମ ରାଜ୍ୟରେ ଶିକ୍ଷା ଅଧିକାର ଆଇନ (ଆରଟିଇ) ଲାଗୁ ହେବା ପରେ ପ୍ରାଥମିକ ବିଦ୍ୟାଳୟଗୁଡ଼ିକରେ ଅନେକ ପରିବର୍ତ୍ତନ ଆସିଛି । ମାତ୍ର ଅନେକ ବିଦ୍ୟାଳୟରେ ପ୍ରଧାନଶିକ୍ଷକ ପଦବୀ ଖାଲି ପଡ଼ିଛି । ଭାରପ୍ରାପ୍ତ ପ୍ରଧାନଶିକ୍ଷକମାନେ ଶିକ୍ଷାଦାନ ସହ ପ୍ରଶାସନିକ କାର୍ଯ୍ୟ ମଧ୍ୟ ସମ୍ଭାଳୁଛନ୍ତି । ମଧ୍ୟାହ୍ନ ଭୋଜନ, ହିସାବ ଓ ଅନ୍ୟାନ୍ୟ କାର୍ଯ୍ୟରେ ସେମାନଙ୍କ ଅଧିକାଂଶ ସମୟ ବିତୁଛି । ଫଳରେ ପିଲାମାନଙ୍କ ପାଠପଢ଼ା ପ୍ରଭାବିତ ହେଉଛି । ସରକାର ଶୀଘ୍ର ସ୍ଥାୟୀ ପ୍ରଧାନଶିକ୍ଷକ ନିଯୁକ୍ତି କରିବା ଉଚିତ । <box>1180 813 1493 954</box>
sudoku-cell: 8 <box>1431 1847 1464 1885</box>
sudoku-cell <box>1263 1961 1297 1999</box>
solution-cell: 3 <box>1421 2211 1437 2225</box>
sudoku-cell <box>1464 1885 1498 1923</box>
sudoku-cell <box>1464 1809 1498 1847</box>
solution-cell: 9 <box>1325 2281 1341 2295</box>
utkarsha-address: ସହିଦନଗର, ଭୁବନେଶ୍ୱର, ମୋ-୯୪୩୭୬୩୮୦୫୮୧୨ <box>924 1890 1162 1904</box>
solution-cell: 5 <box>1341 2239 1357 2253</box>
sudoku-cell <box>1230 1847 1263 1885</box>
solution-cell: 5 <box>1421 2183 1437 2197</box>
utkarsha-headline: ଉତ୍କର୍ଷର ଅନ୍ୱେଷଣ <box>444 752 1063 838</box>
solution-row <box>1325 2267 1469 2281</box>
solution-cell: 5 <box>1389 2197 1405 2211</box>
sudoku-cell <box>1197 1809 1230 1847</box>
contact-email-press[interactable]: E-mail:dharitripress@gmail.com <box>1228 1620 1445 1634</box>
solution-cell: 4 <box>1453 2197 1469 2211</box>
sudoku-grid-wrap <box>1196 1808 1499 2152</box>
sudoku-cell <box>1397 1961 1431 1999</box>
solution-cell: 2 <box>1341 2295 1357 2309</box>
farmers-title: ଚାଷୀଙ୍କ ସୁରକ୍ଷା <box>1278 284 1395 306</box>
solution-cell: 6 <box>1453 2295 1469 2309</box>
sudoku-cell <box>1230 1999 1263 2037</box>
sudoku-cell <box>1297 1923 1331 1961</box>
solution-cell: 5 <box>1357 2211 1373 2225</box>
solution-cell: 7 <box>1341 2253 1357 2267</box>
image-caption: अतिथि देवो भव: <box>677 2273 813 2299</box>
sudoku-cell <box>1197 2075 1230 2113</box>
sudoku-row <box>1197 2113 1499 2151</box>
solution-cell: 1 <box>1389 2183 1405 2197</box>
sudoku-cell: 5 <box>1330 1999 1363 2037</box>
sudoku-cell <box>1230 2075 1263 2113</box>
solution-cell: 5 <box>1325 2295 1341 2309</box>
sudoku-cell: 1 <box>1364 1885 1398 1923</box>
sudoku-cell: 2 <box>1230 2037 1263 2075</box>
solution-cell: 5 <box>1453 2281 1469 2295</box>
